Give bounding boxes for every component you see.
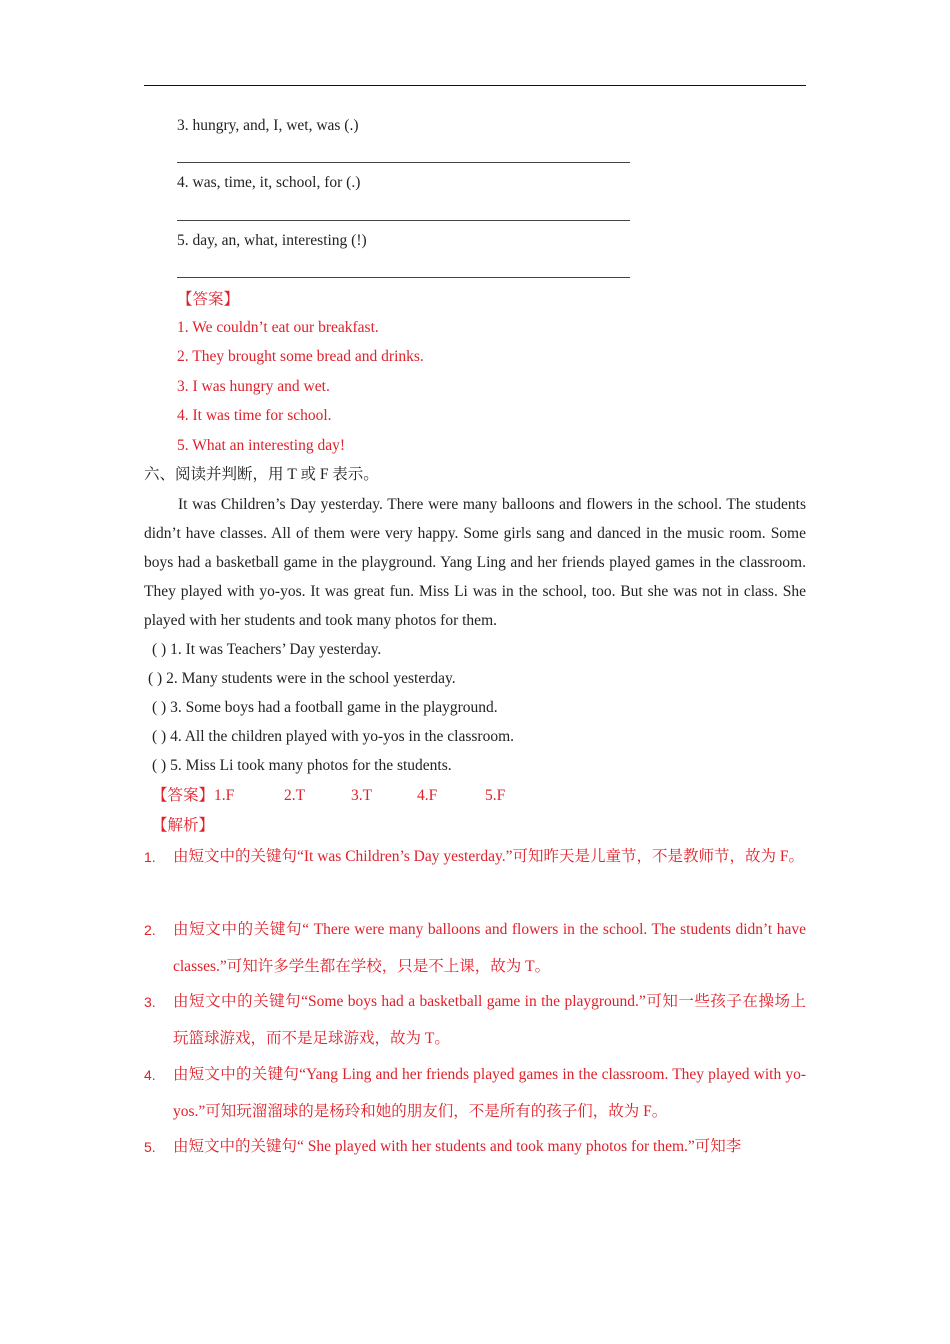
judge-answer-2: 2.T xyxy=(284,787,306,804)
analysis-text-1: 由短文中的关键句“It was Children’s Day yesterday.”可知昨天是儿童节，不是教师节，故为 F。 xyxy=(173,848,804,865)
judge-answer-5: 5.F xyxy=(485,787,506,804)
section-heading: 六、阅读并判断，用 T 或 F 表示。 xyxy=(144,466,379,483)
analysis-num-4: 4. xyxy=(144,1067,156,1083)
judge-question-5: ( ) 5. Miss Li took many photos for the students. xyxy=(152,757,452,774)
judge-answers xyxy=(152,786,505,806)
analysis-num-1: 1. xyxy=(144,849,156,865)
reorder-item-5: 5. day, an, what, interesting (!) xyxy=(177,232,367,249)
reorder-item-4: 4. was, time, it, school, for (.) xyxy=(177,174,361,191)
analysis-text-4: 由短文中的关键句“Yang Ling and her friends played games in the classroom. They played with yo-yos.”可知玩溜溜球的是杨玲和她的朋友们，不是所有的孩子们，故为 F。 xyxy=(173,1066,806,1120)
reorder-answer-4: 4. It was time for school. xyxy=(177,407,332,424)
reorder-answer-1: 1. We couldn’t eat our breakfast. xyxy=(177,319,379,336)
analysis-text-3: 由短文中的关键句“Some boys had a basketball game in the playground.”可知一些孩子在操场上玩篮球游戏，而不是足球游戏，故为 T。 xyxy=(173,993,806,1047)
analysis-text-5: 由短文中的关键句“ She played with her students and took many photos for them.”可知李 xyxy=(173,1138,742,1155)
analysis-num-3: 3. xyxy=(144,994,156,1010)
answer-label: 【答案】 xyxy=(177,291,240,308)
answer-blank-3[interactable] xyxy=(177,162,630,163)
judge-question-4: ( ) 4. All the children played with yo-yos in the classroom. xyxy=(152,728,515,745)
judge-answer-1: 1.F xyxy=(214,787,235,804)
analysis-label: 【解析】 xyxy=(152,817,215,834)
judge-answer-4: 4.F xyxy=(417,787,438,804)
reorder-answer-3: 3. I was hungry and wet. xyxy=(177,378,330,395)
reorder-item-3: 3. hungry, and, I, wet, was (.) xyxy=(177,117,359,134)
analysis-text-2: 由短文中的关键句“ There were many balloons and flowers in the school. The students didn’t have classes.”可知许多学生都在学校，只是不上课，故为 T。 xyxy=(173,921,806,975)
answer-blank-5[interactable] xyxy=(177,277,630,278)
judge-question-2: ( ) 2. Many students were in the school yesterday. xyxy=(148,670,456,687)
answer-blank-4[interactable] xyxy=(177,220,630,221)
analysis-num-2: 2. xyxy=(144,922,156,938)
reorder-answer-2: 2. They brought some bread and drinks. xyxy=(177,348,424,365)
reorder-answer-5: 5. What an interesting day! xyxy=(177,437,346,454)
judge-question-3: ( ) 3. Some boys had a football game in the playground. xyxy=(152,699,498,716)
analysis-num-5: 5. xyxy=(144,1139,156,1155)
header-rule xyxy=(144,85,806,86)
judge-question-1: ( ) 1. It was Teachers’ Day yesterday. xyxy=(152,641,382,658)
judge-answer-label: 【答案】 xyxy=(152,787,215,804)
reading-passage: It was Children’s Day yesterday. There were many balloons and flowers in the school. The students didn’t have classes. All of them were very happy. Some girls sang and danced in the music room. Some boys had a basketball game in the playground. Yang Ling and her friends played games in the classroom. They played with yo-yos. It was great fun. Miss Li was in the school, too. But she was not in class. She played with her students and took many photos for them. xyxy=(144,496,806,629)
judge-answer-3: 3.T xyxy=(351,787,373,804)
